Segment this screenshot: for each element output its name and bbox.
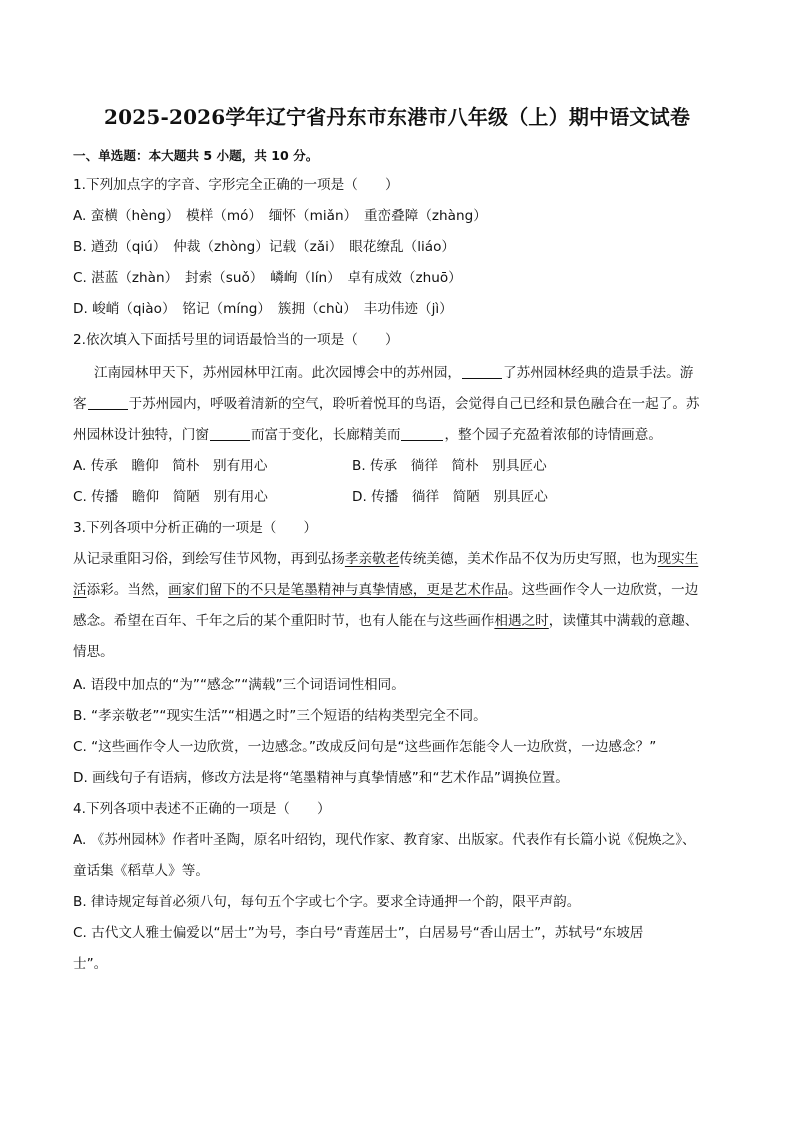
q3-option-a: A. 语段中加点的“为”“感念”“满载”三个词语词性相同。 (73, 677, 405, 693)
fill-blank (88, 395, 128, 410)
q2-passage-text: 了苏州园林经典的造景手法。游 (503, 365, 694, 381)
q1-option-a: A. 蛮横（hèng） 模样（mó） 缅怀（miǎn） 重峦叠障（zhàng） (73, 208, 487, 224)
q2-passage-text: 客 (73, 396, 87, 412)
underlined-phrase: 现实生 (657, 551, 699, 567)
underlined-phrase: 活 (73, 582, 87, 598)
q3-stem: 3.下列各项中分析正确的一项是（ ） (73, 520, 318, 536)
q3-option-b: B. “孝亲敬老”“现实生活”“相遇之时”三个短语的结构类型完全不同。 (73, 708, 487, 724)
q3-passage-line (73, 580, 698, 600)
q2-passage-line (73, 394, 700, 414)
q3-passage-text: 添彩。当然， (86, 582, 169, 598)
underlined-phrase: 孝亲敬老 (344, 551, 400, 567)
q3-passage-text: ，读懂其中满载的意趣、 (548, 613, 699, 629)
q3-passage-line: 情思。 (73, 644, 114, 660)
underlined-phrase: 相遇之时 (494, 613, 549, 629)
q1-option-c: C. 湛蓝（zhàn） 封索（suǒ） 嶙峋（lín） 卓有成效（zhuō） (73, 270, 462, 286)
q2-option-c: C. 传播 瞻仰 简陋 别有用心 (73, 489, 268, 505)
q2-passage-line (73, 425, 662, 445)
q4-option-b: B. 律诗规定每首必须八句，每句五个字或七个字。要求全诗通押一个韵，限平声韵。 (73, 894, 581, 910)
q2-passage-line (94, 363, 693, 383)
underlined-sentence: 画家们留下的不只是笔墨精神与真挚情感，更是艺术作品 (168, 582, 508, 598)
q3-passage-text: 感念。希望在百年、千年之后的某个重阳时节，也有人能在与这些画作 (73, 613, 495, 629)
q2-passage-text: 而富于变化，长廊精美而 (250, 427, 401, 443)
q1-option-b: B. 遒劲（qiú） 仲裁（zhòng）记载（zǎi） 眼花缭乱（liáo） (73, 239, 456, 255)
q3-passage-text: 从记录重阳习俗，到绘写佳节风物，再到弘扬 (73, 551, 345, 567)
q2-passage-text: 于苏州园内，呼吸着清新的空气，聆听着悦耳的鸟语，会觉得自己已经和景色融合在一起了。苏 (128, 396, 700, 412)
fill-blank (210, 426, 250, 441)
fill-blank (401, 426, 443, 441)
q2-option-d: D. 传播 徜徉 简陋 别具匠心 (352, 489, 548, 505)
page-title: 2025-2026学年辽宁省丹东市东港市八年级（上）期中语文试卷 (103, 105, 691, 129)
q3-passage-text: 。这些画作令人一边欣赏，一边 (508, 582, 699, 598)
q1-option-d: D. 峻峭（qiào） 铭记（míng） 簇拥（chù） 丰功伟迹（jì） (73, 301, 453, 317)
q3-option-c: C. “这些画作令人一边欣赏，一边感念。”改成反问句是“这些画作怎能令人一边欣赏，一边感念？” (73, 739, 657, 755)
fill-blank (462, 364, 502, 379)
q3-passage-line (73, 549, 698, 569)
q4-option-c-cont: 士”。 (73, 956, 108, 972)
q4-option-c: C. 古代文人雅士偏爱以“居士”为号，李白号“青莲居士”，白居易号“香山居士”，苏轼号“东坡居 (73, 925, 644, 941)
q4-option-a: A. 《苏州园林》作者叶圣陶，原名叶绍钧，现代作家、教育家、出版家。代表作有长篇小说《倪焕之》、 (73, 832, 696, 848)
q3-passage-text: 传统美德，美术作品不仅为历史写照，也为 (399, 551, 658, 567)
q1-stem: 1.下列加点字的字音、字形完全正确的一项是（ ） (73, 177, 399, 193)
q4-option-a-cont: 童话集《稻草人》等。 (73, 863, 209, 879)
q2-stem: 2.依次填入下面括号里的词语最恰当的一项是（ ） (73, 332, 399, 348)
q4-stem: 4.下列各项中表述不正确的一项是（ ） (73, 801, 331, 817)
q3-passage-line (73, 611, 698, 631)
q2-passage-text: ，整个园子充盈着浓郁的诗情画意。 (444, 427, 662, 443)
q2-passage-text: 州园林设计独特，门窗 (73, 427, 209, 443)
q3-option-d: D. 画线句子有语病，修改方法是将“笔墨精神与真挚情感”和“艺术作品”调换位置。 (73, 770, 569, 786)
section-heading: 一、单选题：本大题共 5 小题，共 10 分。 (73, 148, 319, 163)
q2-option-a: A. 传承 瞻仰 简朴 别有用心 (73, 458, 268, 474)
q2-passage-text: 江南园林甲天下，苏州园林甲江南。此次园博会中的苏州园， (94, 365, 462, 381)
q2-option-b: B. 传承 徜徉 简朴 别具匠心 (352, 458, 547, 474)
